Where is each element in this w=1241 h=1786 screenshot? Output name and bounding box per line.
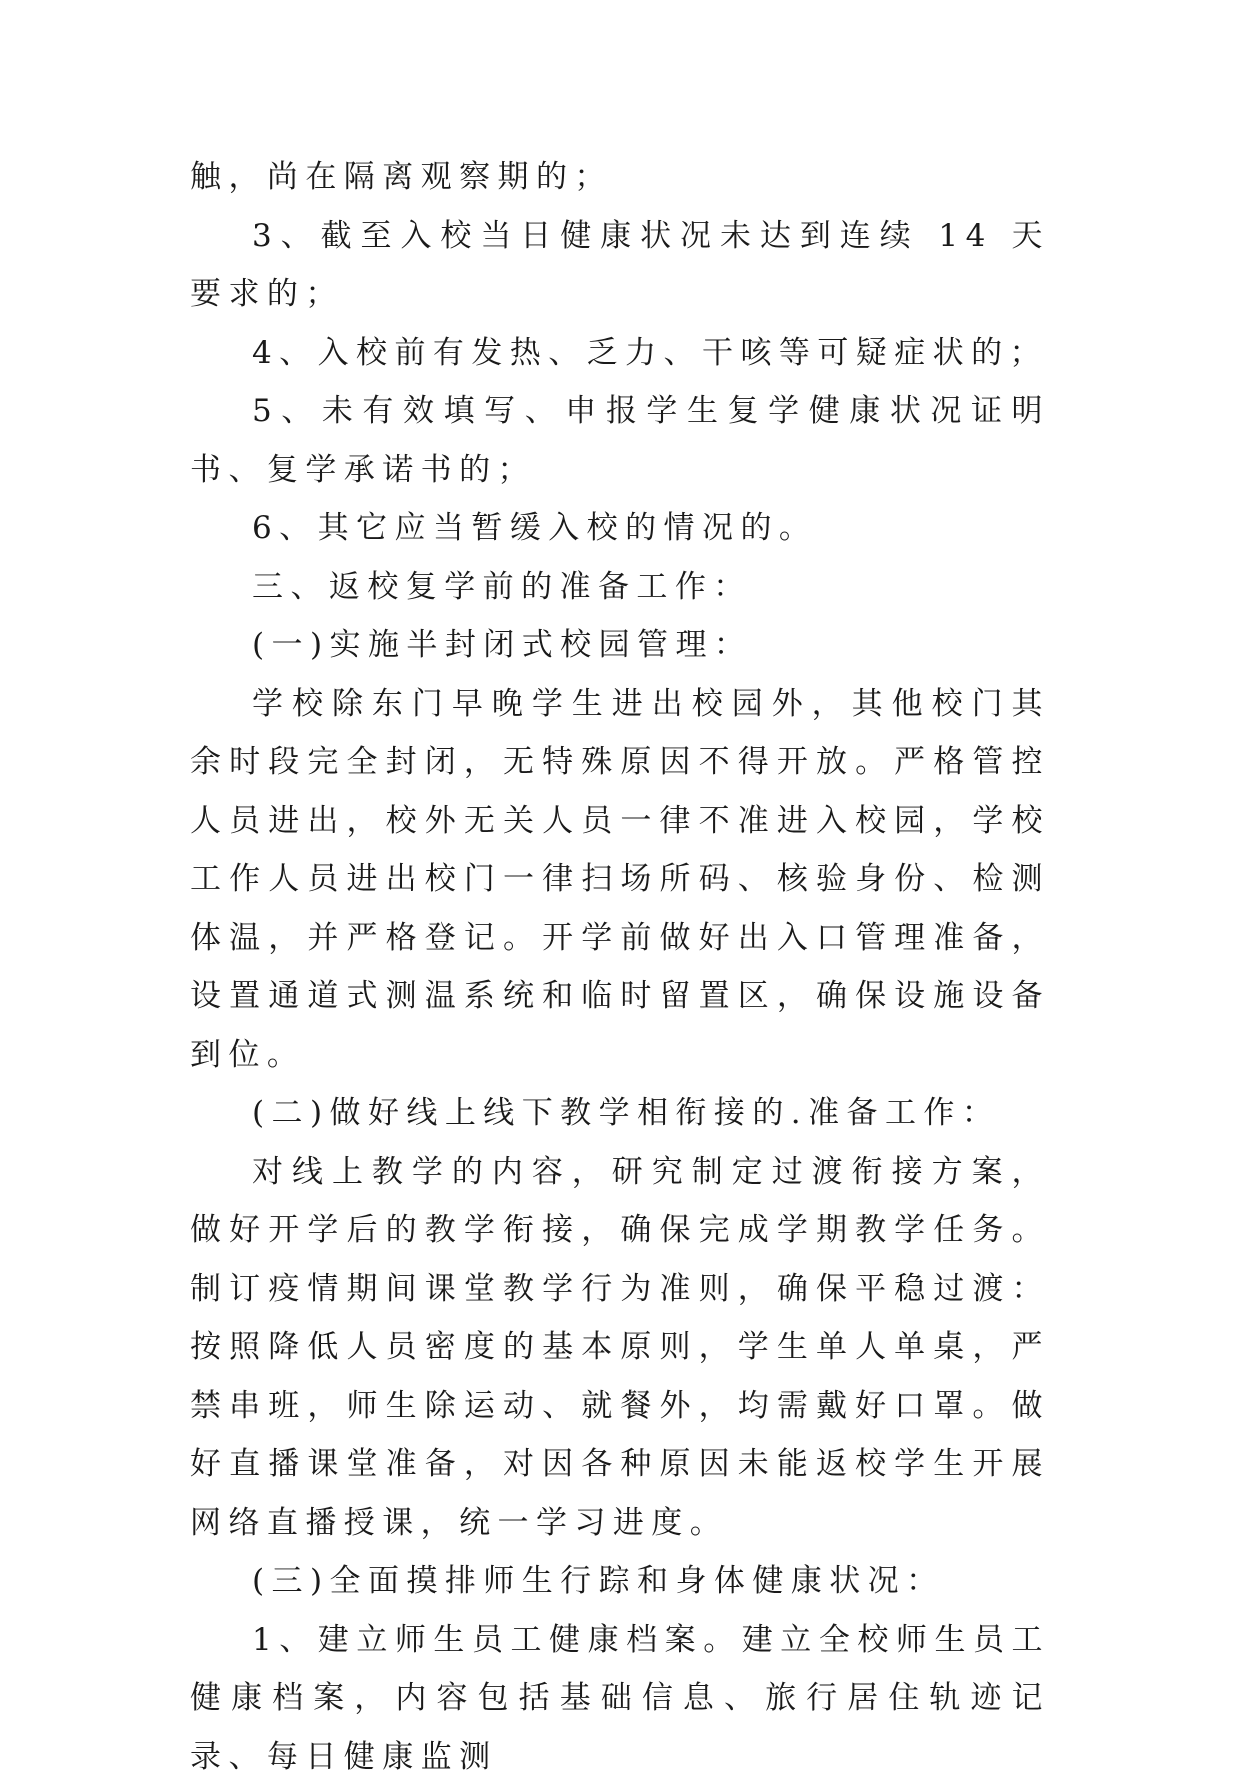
paragraph-1: 触，尚在隔离观察期的； — [190, 148, 1050, 207]
paragraph-2: 3、截至入校当日健康状况未达到连续 14 天要求的； — [190, 207, 1050, 324]
paragraph-5: 6、其它应当暂缓入校的情况的。 — [190, 499, 1050, 558]
paragraph-teaching-transition: 对线上教学的内容，研究制定过渡衔接方案，做好开学后的教学衔接，确保完成学期教学任务。制订疫情期间课堂教学行为准则，确保平稳过渡：按照降低人员密度的基本原则，学生单人单桌，严禁串班，师生除运动、就餐外，均需戴好口罩。做好直播课堂准备，对因各种原因未能返校学生开展网络直播授课，统一学习进度。 — [190, 1143, 1050, 1553]
paragraph-health-records: 1、建立师生员工健康档案。建立全校师生员工健康档案，内容包括基础信息、旅行居住轨迹记录、每日健康监测 — [190, 1611, 1050, 1786]
paragraph-campus-management: 学校除东门早晚学生进出校园外，其他校门其余时段完全封闭，无特殊原因不得开放。严格管控人员进出，校外无关人员一律不准进入校园，学校工作人员进出校门一律扫场所码、核验身份、检测体温，并严格登记。开学前做好出入口管理准备，设置通道式测温系统和临时留置区，确保设施设备到位。 — [190, 675, 1050, 1085]
subsection-heading-1: (一)实施半封闭式校园管理： — [190, 616, 1050, 675]
document-body — [190, 148, 1050, 1786]
subsection-heading-3: (三)全面摸排师生行踪和身体健康状况： — [190, 1552, 1050, 1611]
section-heading-3: 三、返校复学前的准备工作： — [190, 558, 1050, 617]
subsection-heading-2: (二)做好线上线下教学相衔接的.准备工作： — [190, 1084, 1050, 1143]
paragraph-3: 4、入校前有发热、乏力、干咳等可疑症状的； — [190, 324, 1050, 383]
paragraph-4: 5、未有效填写、申报学生复学健康状况证明书、复学承诺书的； — [190, 382, 1050, 499]
